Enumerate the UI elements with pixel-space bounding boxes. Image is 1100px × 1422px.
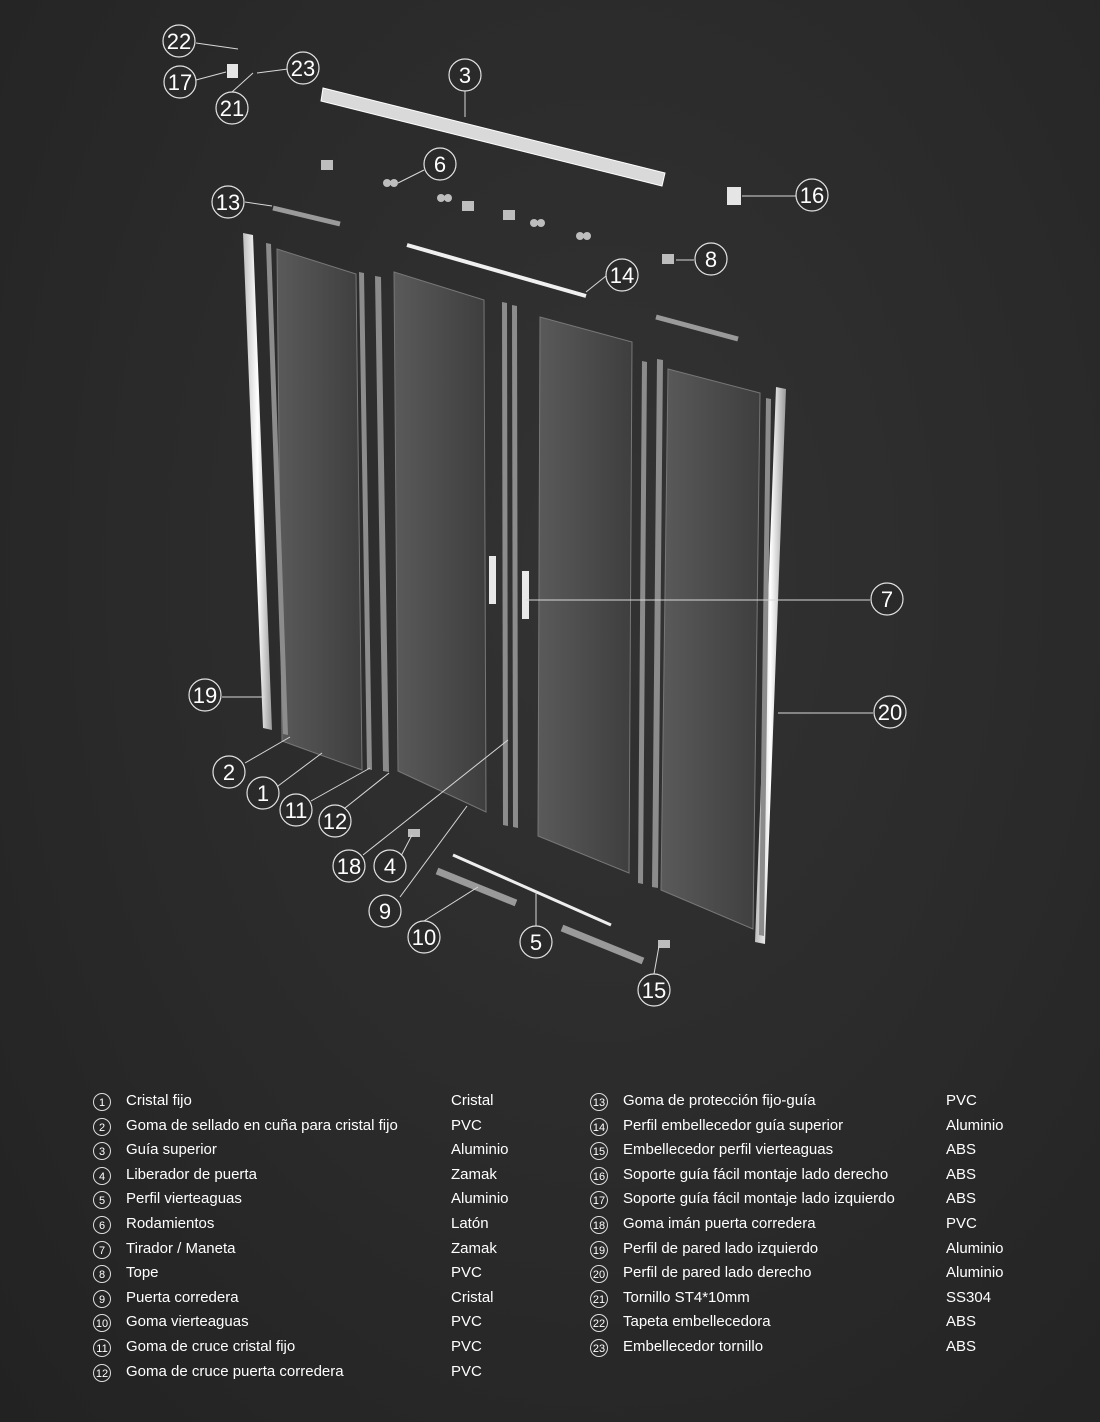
- part-material: PVC: [946, 1215, 977, 1232]
- callout-1: [247, 777, 279, 809]
- part-name: Goma de protección fijo-guía: [623, 1092, 816, 1109]
- callout-3: [449, 59, 481, 91]
- callout-20: [874, 696, 906, 728]
- legend-row: [590, 1238, 1060, 1262]
- legend-number: 3: [93, 1142, 111, 1160]
- legend-row: [93, 1311, 543, 1335]
- part-material: Aluminio: [946, 1116, 1004, 1134]
- callout-13: [212, 186, 244, 218]
- legend-row: [93, 1188, 543, 1212]
- legend-number: 8: [93, 1265, 111, 1283]
- callout-18: [333, 850, 365, 882]
- svg-text:17: 17: [167, 70, 193, 95]
- legend-row: [590, 1287, 1060, 1311]
- legend-number: 15: [590, 1142, 608, 1160]
- wall-profile-left: [243, 233, 272, 730]
- callout-15: [638, 974, 670, 1006]
- svg-text:4: 4: [383, 854, 397, 879]
- legend-row: [590, 1213, 1060, 1237]
- callout-7: [871, 583, 903, 615]
- part-name: Soporte guía fácil montaje lado derecho: [623, 1165, 889, 1183]
- svg-text:18: 18: [336, 854, 362, 879]
- callout-10: [408, 921, 440, 953]
- svg-text:3: 3: [458, 63, 472, 88]
- callout-5: [520, 926, 552, 958]
- part-name: Cristal fijo: [126, 1092, 192, 1109]
- part-name: Puerta corredera: [126, 1288, 239, 1306]
- part-material: Aluminio: [946, 1239, 1004, 1257]
- legend-number: 1: [93, 1093, 111, 1111]
- legend-number: 18: [590, 1216, 608, 1234]
- part-material: Aluminio: [451, 1190, 509, 1208]
- callout-17: [164, 66, 196, 98]
- part-name: Soporte guía fácil montaje lado izquierdo: [623, 1190, 895, 1208]
- part-name: Perfil de pared lado derecho: [623, 1264, 812, 1282]
- part-name: Guía superior: [126, 1141, 217, 1159]
- legend-row: [93, 1336, 543, 1360]
- svg-text:20: 20: [877, 700, 903, 725]
- callout-23: [287, 52, 319, 84]
- svg-text:10: 10: [411, 925, 437, 950]
- callout-6: [424, 148, 456, 180]
- legend-row: [590, 1139, 1060, 1163]
- part-name: Perfil de pared lado izquierdo: [623, 1239, 819, 1257]
- part-material: PVC: [946, 1092, 977, 1109]
- part-name: Perfil embellecedor guía superior: [623, 1116, 844, 1134]
- legend-row: [93, 1287, 543, 1311]
- callout-8: [695, 243, 727, 275]
- legend-number: 22: [590, 1314, 608, 1332]
- part-material: PVC: [451, 1264, 482, 1282]
- svg-text:22: 22: [166, 29, 192, 54]
- part-material: Zamak: [451, 1165, 497, 1183]
- part-material: Aluminio: [946, 1264, 1004, 1282]
- callout-21: [216, 92, 248, 124]
- part-name: Rodamientos: [126, 1215, 215, 1232]
- callout-9: [369, 895, 401, 927]
- part-name: Perfil vierteaguas: [126, 1190, 242, 1208]
- callout-11: [280, 794, 312, 826]
- svg-text:12: 12: [322, 809, 348, 834]
- part-material: ABS: [946, 1338, 977, 1355]
- part-material: ABS: [946, 1190, 977, 1208]
- callout-14: [606, 259, 638, 291]
- part-material: Aluminio: [451, 1141, 509, 1159]
- part-material: ABS: [946, 1165, 977, 1183]
- legend-row: [93, 1090, 543, 1114]
- legend-number: 14: [590, 1118, 608, 1136]
- legend-row: [590, 1188, 1060, 1212]
- callout-4: [374, 850, 406, 882]
- part-name: Embellecedor perfil vierteaguas: [623, 1141, 834, 1159]
- legend-row: [590, 1262, 1060, 1286]
- legend-number: 7: [93, 1241, 111, 1259]
- legend-row: [590, 1115, 1060, 1139]
- callout-16: [796, 179, 828, 211]
- part-name: Goma vierteaguas: [126, 1313, 249, 1331]
- svg-text:13: 13: [215, 190, 241, 215]
- callout-19: [189, 679, 221, 711]
- legend-row: [93, 1262, 543, 1286]
- part-material: Zamak: [451, 1239, 497, 1257]
- svg-text:21: 21: [219, 96, 245, 121]
- legend-row: [93, 1361, 543, 1385]
- callout-2: [213, 756, 245, 788]
- svg-text:8: 8: [704, 247, 718, 272]
- svg-text:1: 1: [256, 781, 270, 806]
- svg-text:19: 19: [192, 683, 218, 708]
- part-material: Cristal: [451, 1288, 494, 1306]
- svg-text:5: 5: [529, 930, 543, 955]
- legend-number: 10: [93, 1314, 111, 1332]
- part-name: Goma de sellado en cuña para cristal fijo: [126, 1116, 398, 1134]
- legend-row: [93, 1164, 543, 1188]
- svg-text:2: 2: [222, 760, 236, 785]
- legend-right: [590, 1090, 1060, 1390]
- svg-text:15: 15: [641, 978, 667, 1003]
- legend-number: 2: [93, 1118, 111, 1136]
- svg-text:7: 7: [880, 587, 894, 612]
- part-material: SS304: [946, 1288, 992, 1306]
- part-name: Goma imán puerta corredera: [623, 1215, 816, 1232]
- legend-number: 19: [590, 1241, 608, 1259]
- legend-row: [590, 1311, 1060, 1335]
- part-name: Goma de cruce puerta corredera: [126, 1362, 344, 1380]
- callout-12: [319, 805, 351, 837]
- part-name: Tope: [126, 1264, 159, 1282]
- part-material: ABS: [946, 1141, 977, 1159]
- legend-number: 9: [93, 1290, 111, 1308]
- part-material: PVC: [451, 1338, 482, 1355]
- legend-row: [590, 1336, 1060, 1360]
- part-material: ABS: [946, 1313, 977, 1331]
- part-name: Goma de cruce cristal fijo: [126, 1338, 296, 1355]
- part-material: PVC: [451, 1362, 482, 1380]
- part-material: Latón: [451, 1215, 489, 1232]
- legend-row: [93, 1115, 543, 1139]
- part-name: Tapeta embellecedora: [623, 1313, 771, 1331]
- legend-number: 6: [93, 1216, 111, 1234]
- fixed-glass-left: [277, 249, 362, 770]
- svg-text:9: 9: [378, 899, 392, 924]
- top-guide: [321, 88, 665, 186]
- part-material: PVC: [451, 1313, 482, 1331]
- wall-profile-right: [755, 387, 786, 944]
- legend-number: 13: [590, 1093, 608, 1111]
- part-name: Embellecedor tornillo: [623, 1338, 764, 1355]
- legend-row: [93, 1238, 543, 1262]
- legend-row: [590, 1090, 1060, 1114]
- legend-number: 23: [590, 1339, 608, 1357]
- legend-number: 21: [590, 1290, 608, 1308]
- svg-text:11: 11: [284, 798, 308, 823]
- callout-circles: [163, 25, 906, 1006]
- legend-number: 5: [93, 1191, 111, 1209]
- sliding-glass-right: [538, 317, 632, 873]
- legend-number: 4: [93, 1167, 111, 1185]
- callout-22: [163, 25, 195, 57]
- fixed-glass-right: [661, 369, 760, 929]
- part-material: Cristal: [451, 1092, 494, 1109]
- svg-text:16: 16: [799, 183, 825, 208]
- svg-text:6: 6: [433, 152, 447, 177]
- legend-left: [93, 1090, 543, 1390]
- svg-text:14: 14: [609, 263, 635, 288]
- legend-number: 12: [93, 1364, 111, 1382]
- svg-text:23: 23: [290, 56, 316, 81]
- part-name: Tornillo ST4*10mm: [623, 1288, 750, 1306]
- legend-row: [590, 1164, 1060, 1188]
- legend-row: [93, 1213, 543, 1237]
- legend-number: 20: [590, 1265, 608, 1283]
- sliding-glass-left: [394, 272, 486, 812]
- part-name: Liberador de puerta: [126, 1165, 257, 1183]
- legend-number: 11: [93, 1339, 111, 1357]
- legend-number: 17: [590, 1191, 608, 1209]
- legend-number: 16: [590, 1167, 608, 1185]
- legend-row: [93, 1139, 543, 1163]
- part-name: Tirador / Maneta: [126, 1239, 236, 1257]
- part-material: PVC: [451, 1116, 482, 1134]
